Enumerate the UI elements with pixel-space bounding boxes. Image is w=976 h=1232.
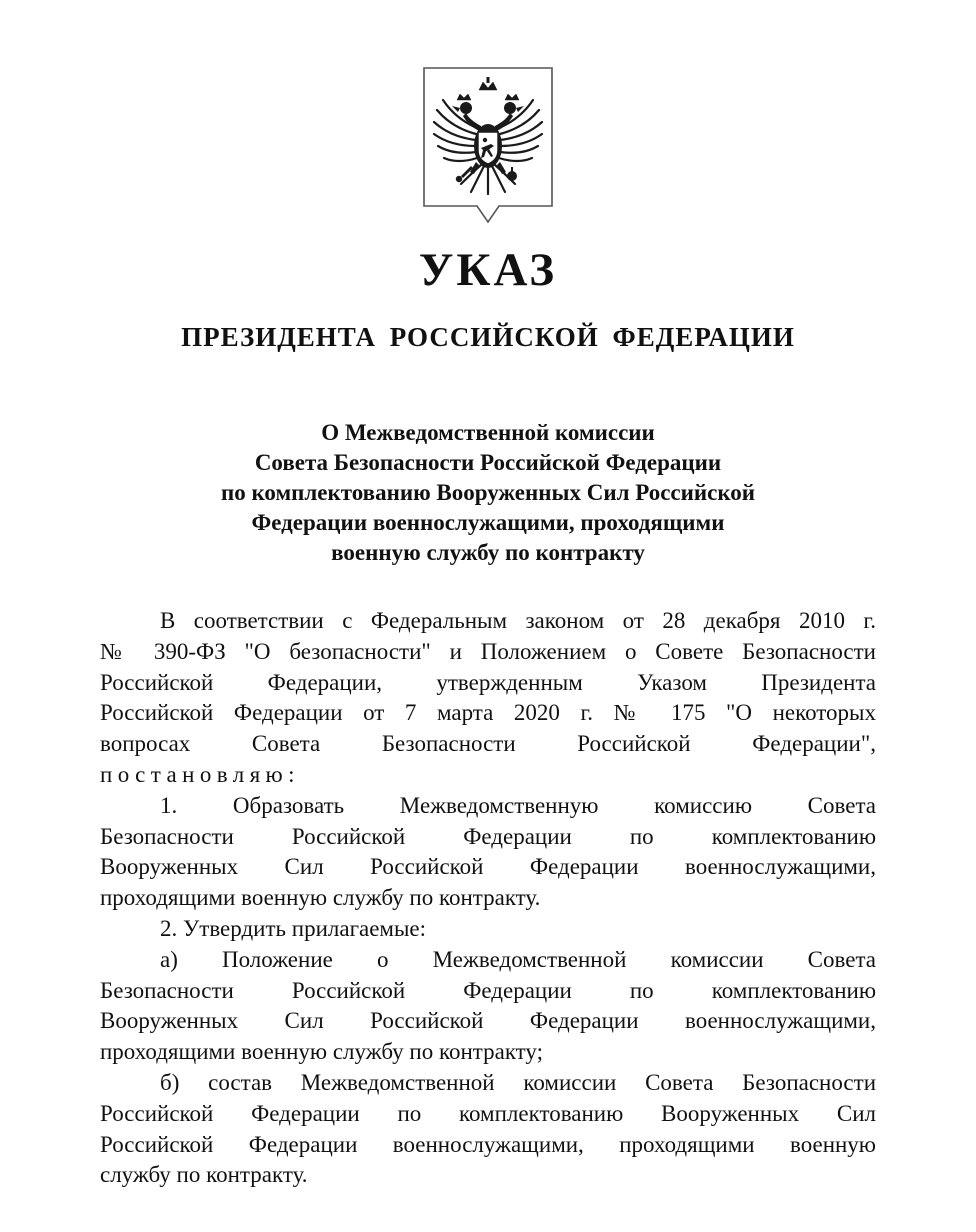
item-2a-line: а) Положение о Межведомственной комиссии Совета (160, 946, 876, 972)
heading-line: Федерации военнослужащими, проходящими (251, 510, 725, 535)
item-2b-line: Российской Федерации военнослужащими, проходящими военную (100, 1131, 876, 1157)
document-subtitle: ПРЕЗИДЕНТА РОССИЙСКОЙ ФЕДЕРАЦИИ (181, 322, 795, 352)
preamble-line: вопросах Совета Безопасности Российской Федерации", (100, 731, 876, 757)
coat-of-arms-icon (421, 66, 555, 224)
heading-line: по комплектованию Вооруженных Сил Российской (220, 480, 756, 505)
item-1-line: 1. Образовать Межведомственную комиссию Совета (160, 792, 876, 818)
item-2-line: 2. Утвердить прилагаемые: (160, 915, 427, 941)
decree-body (100, 606, 876, 1191)
item-2b-line: Российской Федерации по комплектованию Вооруженных Сил (100, 1100, 876, 1126)
item-2b-line: службу по контракту. (100, 1162, 308, 1188)
item-1-line: Вооруженных Сил Российской Федерации военнослужащими, (100, 854, 876, 880)
item-2a-line: проходящими военную службу по контракту; (100, 1039, 544, 1065)
preamble-line: В соответствии с Федеральным законом от 28 декабря 2010 г. (160, 608, 876, 633)
item-1-line: Безопасности Российской Федерации по комплектованию (100, 823, 876, 849)
item-2a-line: Вооруженных Сил Российской Федерации военнослужащими, (100, 1008, 876, 1034)
decree-heading (150, 418, 826, 568)
coat-of-arms-emblem (421, 66, 555, 224)
heading-line: военную службу по контракту (331, 540, 645, 565)
item-2a-line: Безопасности Российской Федерации по комплектованию (100, 977, 876, 1003)
item-1-line: проходящими военную службу по контракту. (100, 885, 541, 911)
preamble-line: Российской Федерации от 7 марта 2020 г. № 175 "О некоторых (100, 700, 876, 726)
decree-word-line (100, 760, 876, 791)
heading-line: О Межведомственной комиссии (321, 420, 655, 445)
heading-line: Совета Безопасности Российской Федерации (254, 450, 722, 475)
item-2b-line: б) состав Межведомственной комиссии Совета Безопасности (160, 1069, 876, 1095)
preamble-line: № 390-ФЗ "О безопасности" и Положением о Совете Безопасности (100, 638, 876, 664)
decree-word: постановляю: (100, 761, 300, 787)
preamble-line: Российской Федерации, утвержденным Указом Президента (100, 669, 876, 695)
document-title: УКАЗ (418, 244, 558, 296)
